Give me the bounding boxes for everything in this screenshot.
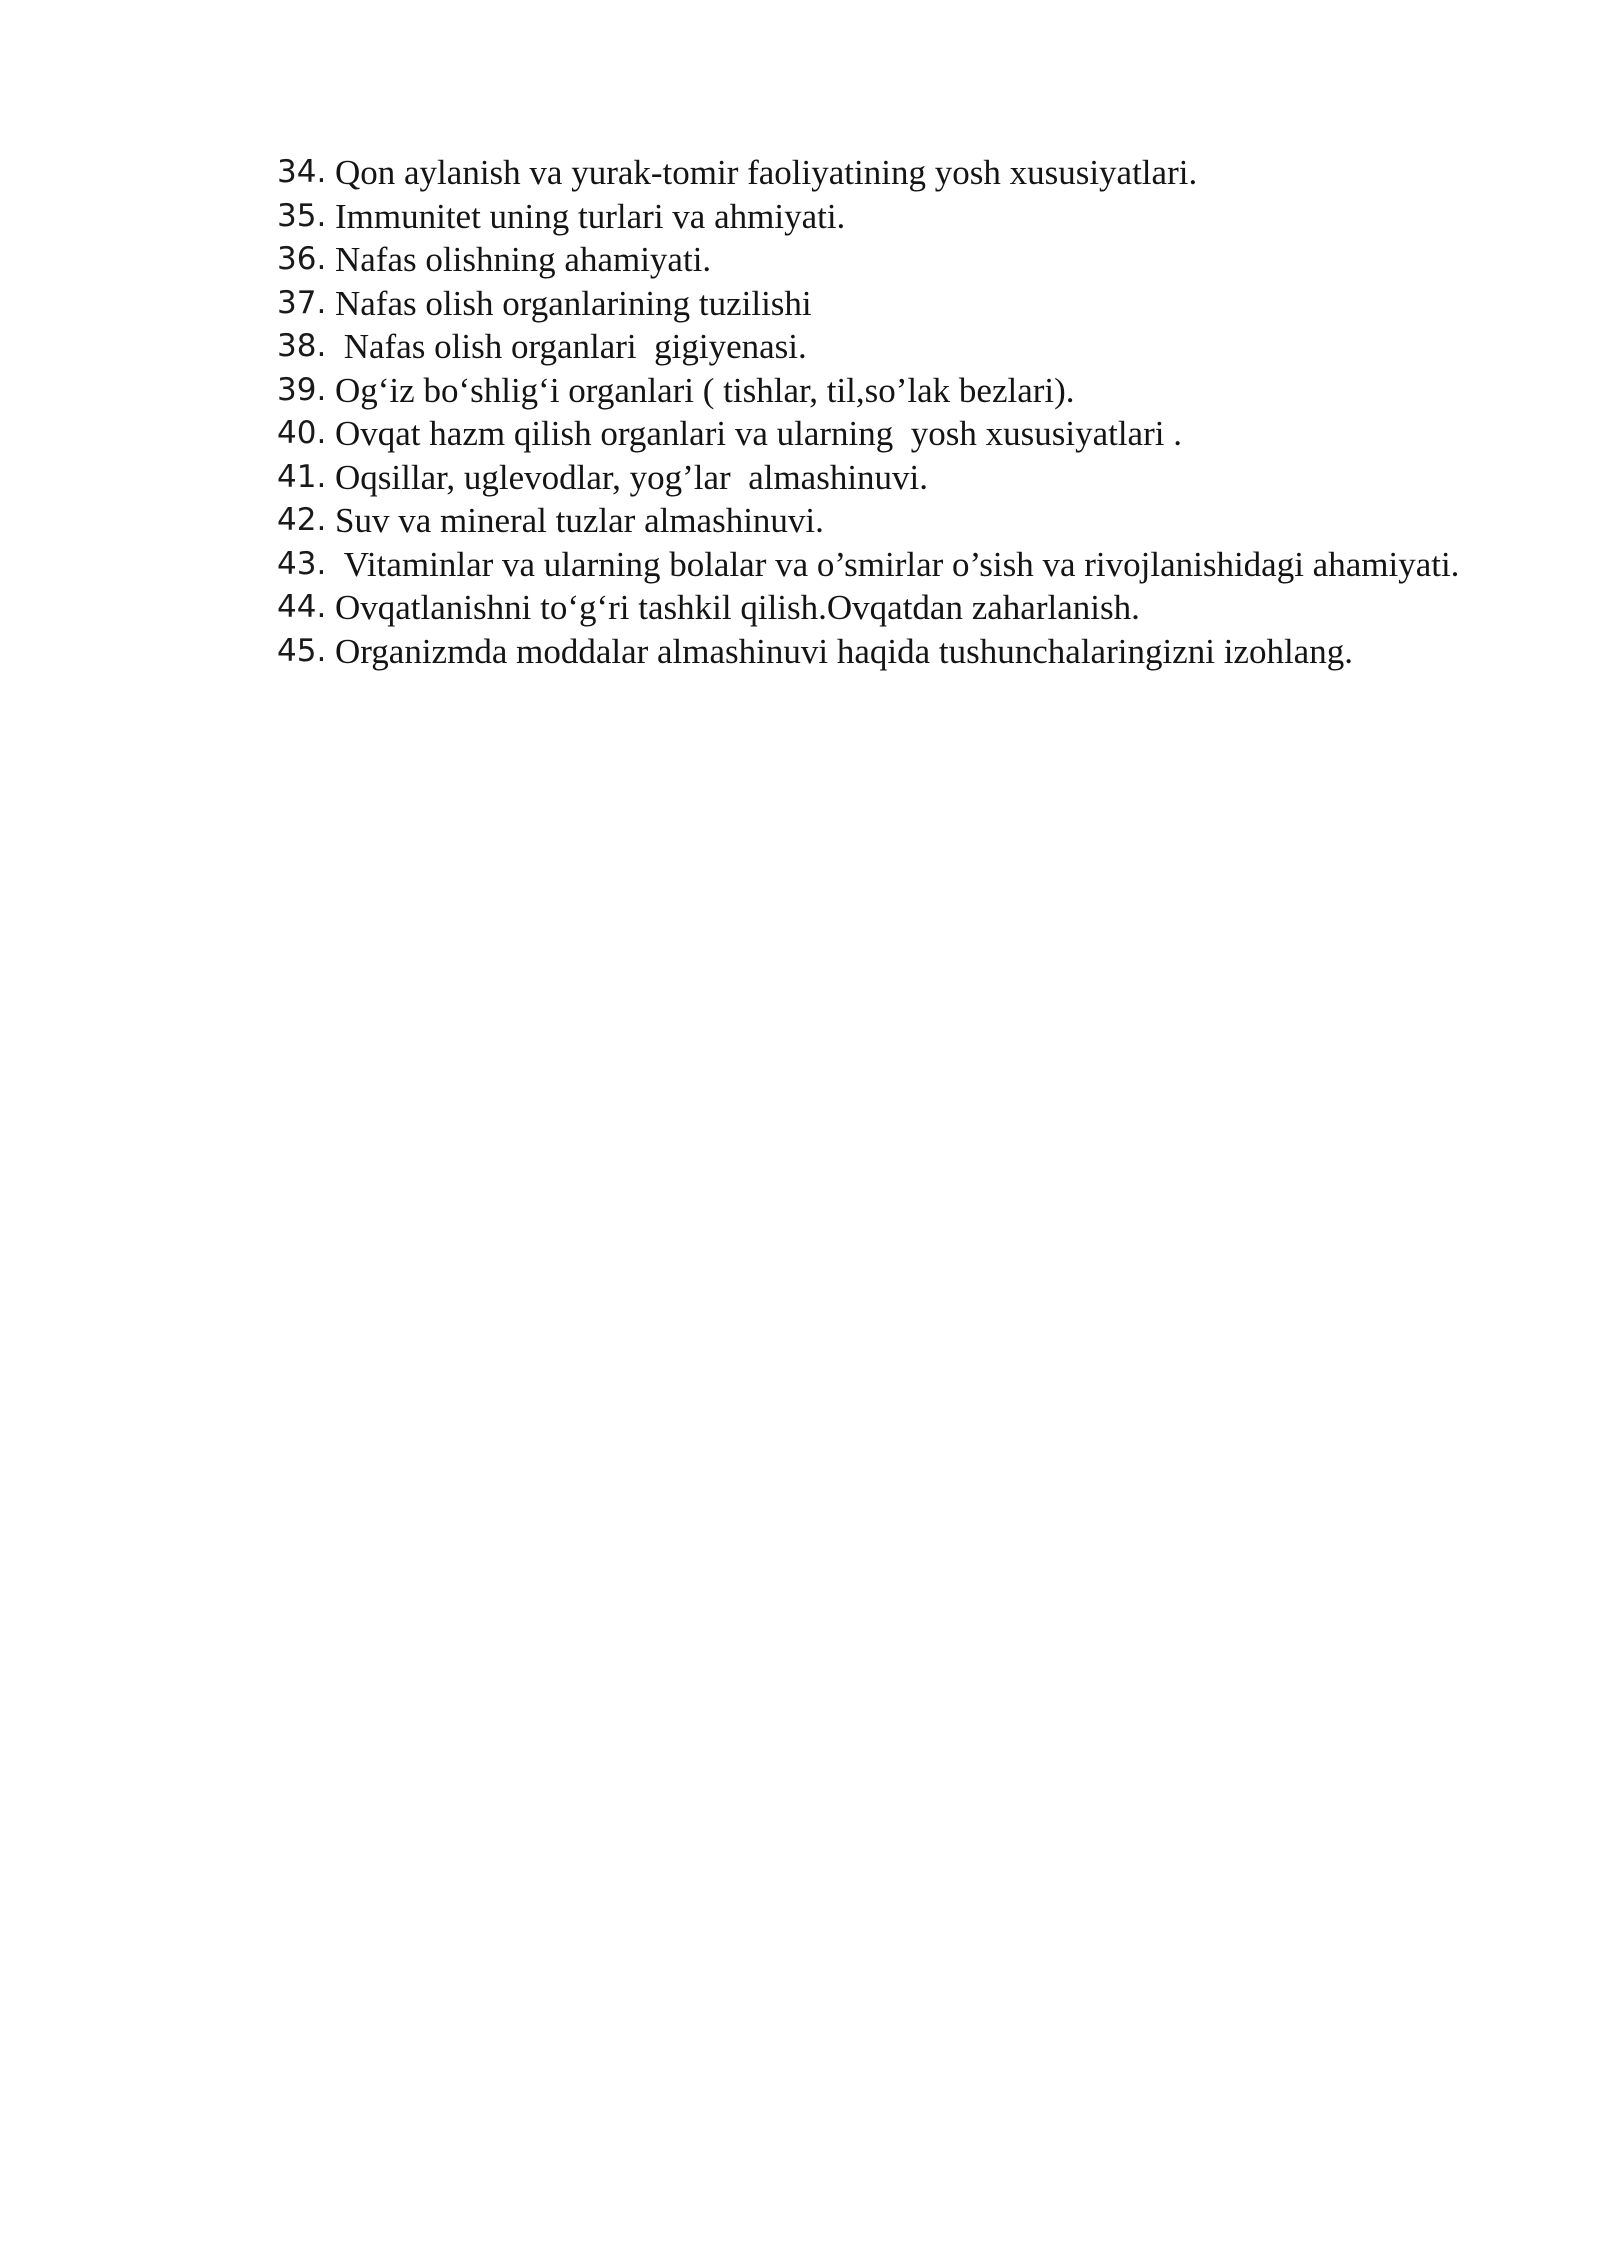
list-item — [277, 369, 1490, 413]
list-item — [277, 238, 1490, 282]
item-number: 38. — [277, 328, 327, 364]
list-item — [277, 195, 1490, 239]
item-number: 43. — [277, 545, 327, 582]
item-number: 41. — [277, 458, 327, 495]
item-number: 42. — [277, 502, 327, 538]
item-text: Organizmda moddalar almashinuvi haqida tushunchalaringizni izohlang. — [335, 631, 1353, 671]
item-number: 44. — [277, 589, 327, 625]
item-text: Nafas olish organlarining tuzilishi — [335, 283, 812, 323]
item-text: Oqsillar, uglevodlar, yog’lar almashinuvi. — [335, 457, 929, 497]
item-text: Suv va mineral tuzlar almashinuvi. — [335, 501, 824, 540]
item-text: Nafas olishning ahamiyati. — [335, 240, 712, 279]
item-number: 37. — [277, 284, 327, 321]
item-number: 40. — [277, 415, 327, 451]
item-number: 39. — [277, 371, 327, 408]
list-item — [277, 543, 1490, 587]
item-text: Vitaminlar va ularning bolalar va o’smirlar o’sish va rivojlanishidagi ahamiyati. — [335, 544, 1460, 584]
item-number: 34. — [277, 154, 327, 190]
item-number: 45. — [277, 632, 327, 669]
list-item — [277, 412, 1490, 456]
list-item — [277, 456, 1490, 500]
item-number: 35. — [277, 197, 327, 234]
item-text: Nafas olish organlari gigiyenasi. — [335, 327, 807, 366]
list-item — [277, 325, 1490, 369]
item-text: Og‘iz bo‘shlig‘i organlari ( tishlar, til,so’lak bezlari). — [335, 370, 1075, 410]
list-item — [277, 630, 1490, 674]
question-list — [277, 151, 1490, 673]
item-text: Immunitet uning turlari va ahmiyati. — [335, 196, 846, 236]
list-item — [277, 282, 1490, 326]
item-number: 36. — [277, 241, 327, 277]
list-item — [277, 586, 1490, 630]
item-text: Qon aylanish va yurak-tomir faoliyatining yosh xususiyatlari. — [335, 153, 1198, 192]
item-text: Ovqat hazm qilish organlari va ularning yosh xususiyatlari . — [335, 414, 1182, 453]
list-item — [277, 499, 1490, 543]
list-item — [277, 151, 1490, 195]
item-text: Ovqatlanishni to‘g‘ri tashkil qilish.Ovqatdan zaharlanish. — [335, 588, 1140, 627]
